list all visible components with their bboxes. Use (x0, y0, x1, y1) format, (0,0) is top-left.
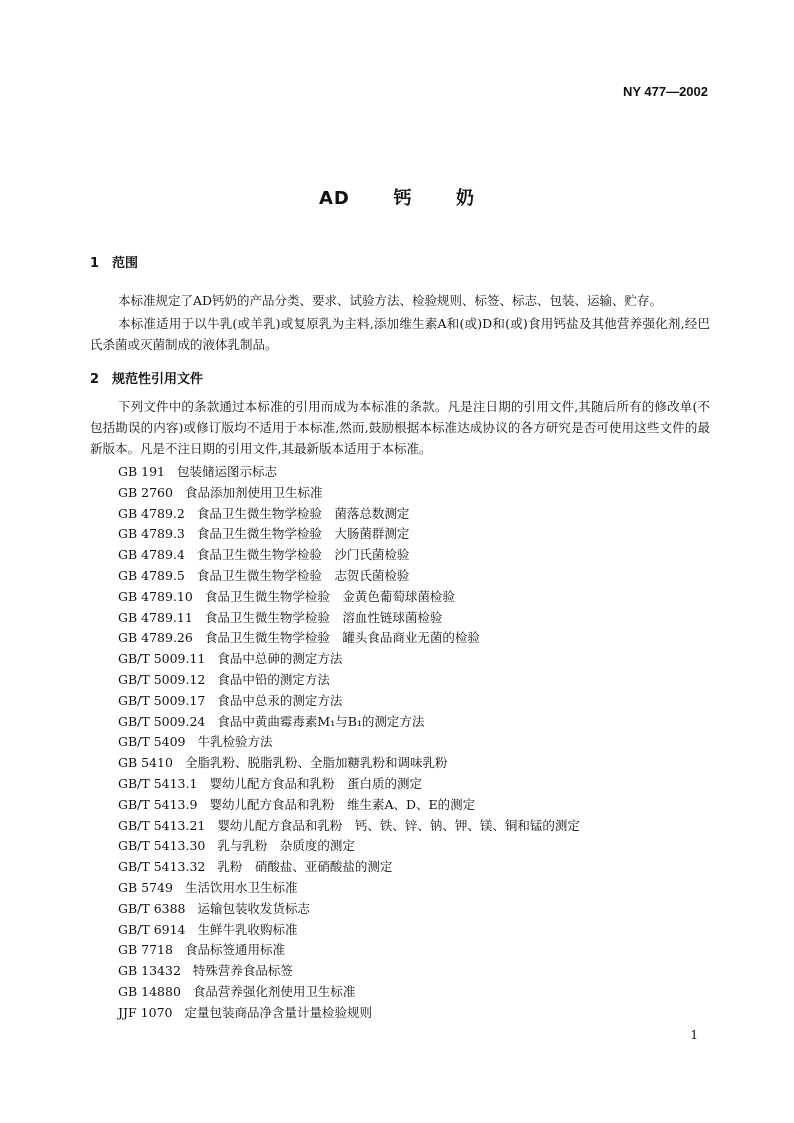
reference-code: GB 4789.5 (118, 567, 185, 583)
reference-item (118, 920, 580, 941)
reference-item (118, 816, 580, 837)
reference-title: 食品中黄曲霉毒素M₁与B₁的测定方法 (217, 713, 425, 729)
standard-code: NY 477—2002 (622, 84, 708, 99)
section-title: 规范性引用文件 (112, 372, 204, 387)
reference-title: 食品卫生微生物学检验 金黄色葡萄球菌检验 (204, 588, 455, 604)
reference-code: JJF 1070 (118, 1004, 173, 1020)
reference-title: 生鲜牛乳收购标准 (197, 921, 298, 937)
reference-code: GB/T 5413.30 (118, 838, 206, 854)
reference-title: 全脂乳粉、脱脂乳粉、全脂加糖乳粉和调味乳粉 (184, 755, 448, 771)
reference-code: GB/T 5413.32 (118, 859, 206, 875)
reference-item (118, 712, 580, 733)
reference-title: 食品标签通用标准 (184, 942, 285, 958)
reference-item (118, 524, 580, 545)
reference-code: GB/T 6914 (118, 921, 186, 937)
page-number: 1 (690, 1028, 698, 1042)
reference-title: 食品卫生微生物学检验 沙门氏菌检验 (196, 547, 410, 563)
reference-item (118, 857, 580, 878)
reference-item (118, 1003, 580, 1024)
reference-code: GB 4789.2 (118, 505, 185, 521)
reference-item (118, 504, 580, 525)
paragraph: 本标准适用于以牛乳(或羊乳)或复原乳为主料,添加维生素A和(或)D和(或)食用钙盐及其他营养强化剂,经巴氏杀菌或灭菌制成的液体乳制品。 (90, 316, 710, 352)
reference-code: GB 13432 (118, 963, 181, 979)
reference-title: 乳与乳粉 杂质度的测定 (217, 838, 355, 854)
reference-title: 包装储运图示标志 (177, 464, 278, 479)
reference-title: 特殊营养食品标签 (192, 963, 293, 979)
reference-item (118, 774, 580, 795)
reference-item (118, 795, 580, 816)
reference-code: GB/T 6388 (118, 900, 186, 916)
reference-code: GB 5749 (118, 879, 173, 895)
reference-title: 食品卫生微生物学检验 菌落总数测定 (196, 505, 410, 521)
reference-code: GB 4789.26 (118, 630, 193, 646)
reference-item (118, 732, 580, 753)
reference-code: GB/T 5009.12 (118, 671, 206, 687)
reference-code: GB 7718 (118, 942, 173, 958)
reference-code: GB/T 5009.17 (118, 692, 206, 708)
paragraph: 下列文件中的条款通过本标准的引用而成为本标准的条款。凡是注日期的引用文件,其随后所有的修改单(不包括勘误的内容)或修订版均不适用于本标准,然而,鼓励根据本标准达成协议的各方研究是否可使用这些文件的最新版本。凡是不注日期的引用文件,其最新版本适用于本标准。 (90, 399, 710, 456)
reference-code: GB/T 5009.24 (118, 713, 206, 729)
reference-code: GB/T 5413.21 (118, 817, 206, 833)
document-title: AD 钙 奶 (318, 188, 476, 209)
reference-code: GB 2760 (118, 484, 173, 500)
reference-item (118, 649, 580, 670)
reference-item (118, 691, 580, 712)
reference-code: GB 14880 (118, 983, 181, 999)
reference-code: GB 5410 (118, 755, 173, 771)
reference-item (118, 899, 580, 920)
reference-item (118, 566, 580, 587)
reference-title: 食品中总汞的测定方法 (217, 692, 343, 708)
reference-item (118, 628, 580, 649)
section-title: 范围 (112, 256, 139, 271)
reference-title: 婴幼儿配方食品和乳粉 钙、铁、锌、钠、钾、镁、铜和锰的测定 (217, 817, 580, 833)
reference-title: 牛乳检验方法 (197, 734, 273, 750)
reference-item (118, 587, 580, 608)
reference-title: 食品卫生微生物学检验 大肠菌群测定 (196, 526, 410, 542)
reference-code: GB 4789.3 (118, 526, 185, 542)
reference-title: 运输包装收发货标志 (197, 900, 311, 916)
reference-code: GB/T 5409 (118, 734, 186, 750)
reference-item (118, 670, 580, 691)
reference-title: 生活饮用水卫生标准 (184, 879, 298, 895)
reference-item (118, 753, 580, 774)
reference-code: GB/T 5009.11 (118, 651, 206, 667)
reference-code: GB/T 5413.9 (118, 796, 198, 812)
reference-code: GB 4789.11 (118, 609, 193, 625)
section-number: 1 (90, 256, 100, 271)
reference-item (118, 483, 580, 504)
reference-title: 婴幼儿配方食品和乳粉 蛋白质的测定 (209, 775, 422, 791)
reference-code: GB 191 (118, 464, 166, 479)
reference-title: 食品中总砷的测定方法 (217, 651, 343, 667)
reference-title: 食品卫生微生物学检验 罐头食品商业无菌的检验 (204, 630, 480, 646)
reference-title: 食品添加剂使用卫生标准 (184, 484, 323, 500)
reference-title: 食品营养强化剂使用卫生标准 (192, 983, 356, 999)
section-heading-scope (90, 252, 138, 271)
reference-item (118, 982, 580, 1003)
reference-code: GB 4789.4 (118, 547, 185, 563)
reference-item (118, 878, 580, 899)
reference-code: GB/T 5413.1 (118, 775, 198, 791)
reference-code: GB 4789.10 (118, 588, 193, 604)
reference-item (118, 961, 580, 982)
reference-item (118, 836, 580, 857)
reference-title: 食品卫生微生物学检验 溶血性链球菌检验 (204, 609, 443, 625)
section-heading-normative-references (90, 368, 203, 387)
reference-item (118, 545, 580, 566)
reference-list (118, 462, 580, 1024)
paragraph: 本标准规定了AD钙奶的产品分类、要求、试验方法、检验规则、标签、标志、包装、运输、贮存。 (118, 293, 663, 308)
reference-item (118, 462, 580, 483)
reference-title: 乳粉 硝酸盐、亚硝酸盐的测定 (217, 859, 393, 875)
reference-item (118, 608, 580, 629)
reference-title: 食品卫生微生物学检验 志贺氏菌检验 (196, 567, 410, 583)
reference-title: 食品中铅的测定方法 (217, 671, 330, 687)
reference-title: 婴幼儿配方食品和乳粉 维生素A、D、E的测定 (209, 796, 476, 812)
reference-title: 定量包装商品净含量计量检验规则 (184, 1004, 372, 1020)
section-number: 2 (90, 372, 100, 387)
reference-item (118, 940, 580, 961)
